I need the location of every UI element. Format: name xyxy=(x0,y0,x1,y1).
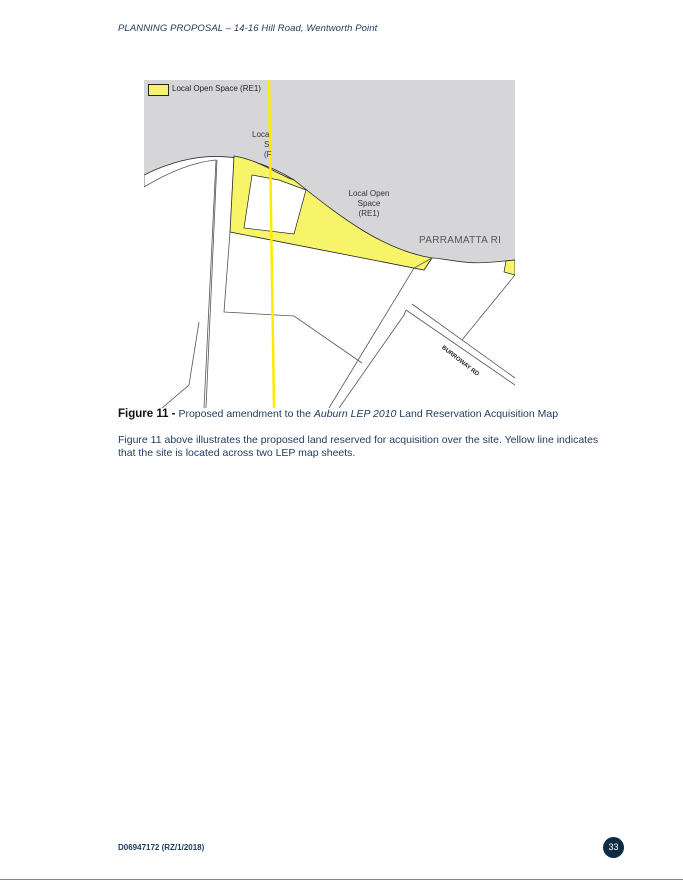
figure-caption xyxy=(118,408,638,420)
caption-text: Proposed amendment to the xyxy=(175,408,314,420)
map-label-line: Local Open xyxy=(348,189,390,198)
map-label-open-space xyxy=(344,189,394,219)
map-label-line: (RE1) xyxy=(358,209,380,218)
map-label-line: (F xyxy=(264,150,272,159)
caption-italic: Auburn LEP 2010 xyxy=(313,408,397,420)
legend-swatch xyxy=(148,84,169,96)
document-reference: D06947172 (RZ/1/2018) xyxy=(118,843,205,852)
bottom-rule xyxy=(0,879,683,880)
page-number-badge: 33 xyxy=(603,837,624,858)
figure-number: Figure 11 - xyxy=(118,408,176,420)
land-reservation-map xyxy=(144,80,515,408)
map-label-line: S xyxy=(264,140,270,149)
body-paragraph: Figure 11 above illustrates the proposed land reserved for acquisition over the site. Yellow line indicates that the site is located across two LEP map sheets. xyxy=(118,434,599,459)
caption-text-end: Land Reservation Acquisition Map xyxy=(396,408,559,420)
map-label-line: Space xyxy=(357,199,381,208)
legend-label: Local Open Space (RE1) xyxy=(172,84,261,93)
re1-zone-east xyxy=(504,260,515,275)
map-label-partial xyxy=(252,130,272,160)
page-header: PLANNING PROPOSAL – 14-16 Hill Road, Wentworth Point xyxy=(118,23,378,34)
river-label: PARRAMATTA RI xyxy=(419,235,502,246)
map-label-line: Loca xyxy=(252,130,270,139)
road-label: BURROWAY RD xyxy=(440,345,480,378)
